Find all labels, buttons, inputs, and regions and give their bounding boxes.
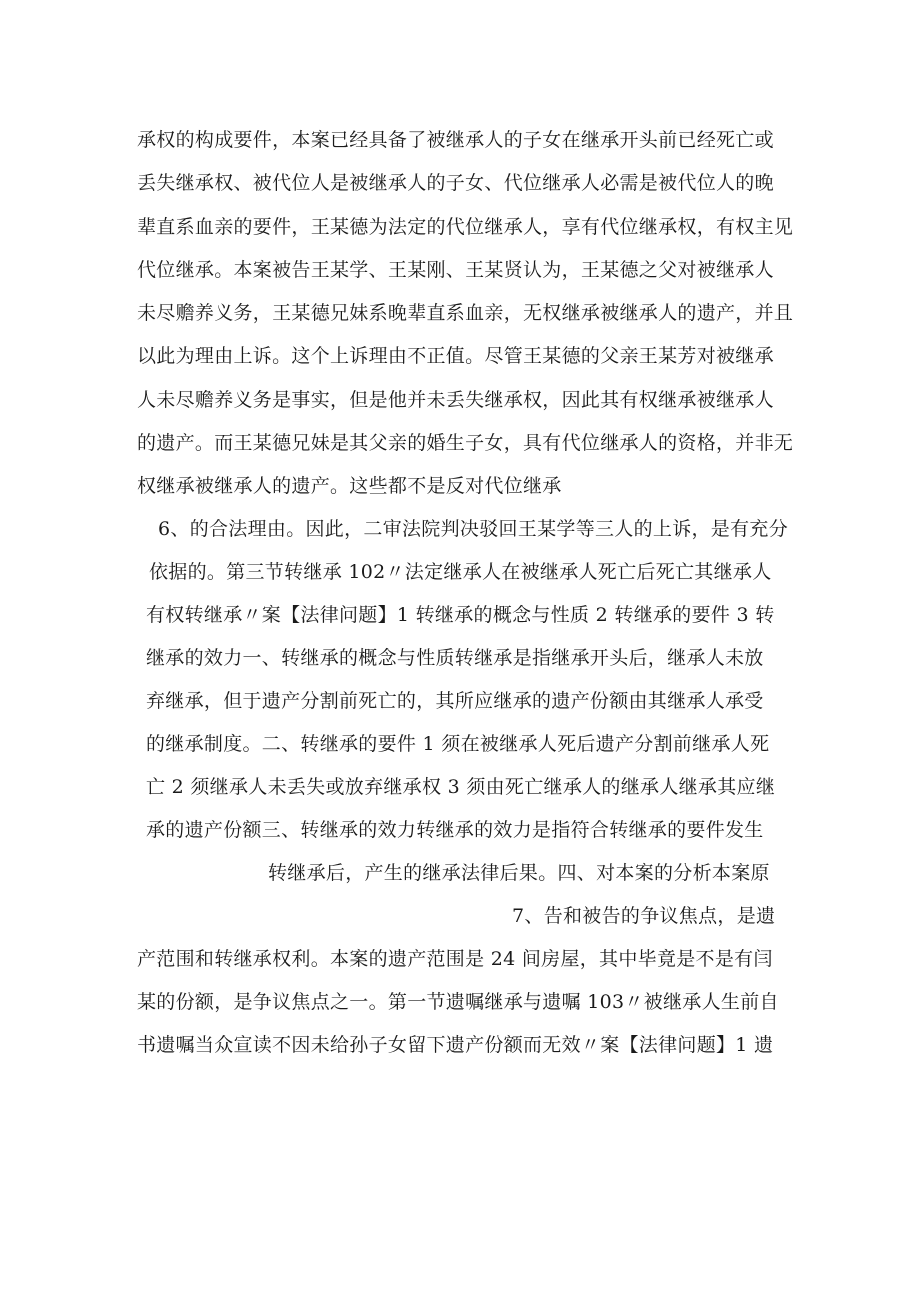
text-line: 未尽赡养义务，王某德兄妹系晚辈直系血亲，无权继承被继承人的遗产，并且 <box>137 302 794 324</box>
text-line: 辈直系血亲的要件，王某德为法定的代位继承人，享有代位继承权，有权主见 <box>137 216 794 238</box>
text-line: 代位继承。本案被告王某学、王某刚、王某贤认为，王某德之父对被继承人 <box>137 259 774 281</box>
text-line: 人未尽赡养义务是事实，但是他并未丢失继承权，因此其有权继承被继承人 <box>137 389 774 411</box>
text-line: 的继承制度。二、转继承的要件 1 须在被继承人死后遗产分割前继承人死 <box>146 733 770 755</box>
text-line: 书遗嘱当众宣读不因未给孙子女留下遗产份额而无效〃案【法律问题】1 遗 <box>137 1034 774 1056</box>
text-line: 产范围和转继承权利。本案的遗产范围是 24 间房屋，其中毕竟是不是有闫 <box>137 948 773 970</box>
text-line: 亡 2 须继承人未丢失或放弃继承权 3 须由死亡继承人的继承人继承其应继 <box>146 776 776 798</box>
text-line: 某的份额，是争议焦点之一。第一节遗嘱继承与遗嘱 103〃被继承人生前自 <box>137 991 779 1013</box>
text-line: 继承的效力一、转继承的概念与性质转继承是指继承开头后，继承人未放 <box>146 647 764 669</box>
text-line: 权继承被继承人的遗产。这些都不是反对代位继承 <box>137 475 562 497</box>
text-line: 承权的构成要件，本案已经具备了被继承人的子女在继承开头前已经死亡或 <box>137 129 774 151</box>
text-line: 6、的合法理由。因此，二审法院判决驳回王某学等三人的上诉，是有充分 <box>158 518 788 540</box>
text-line: 7、告和被告的争议焦点，是遗 <box>512 905 776 927</box>
text-line: 的遗产。而王某德兄妹是其父亲的婚生子女，具有代位继承人的资格，并非无 <box>137 432 794 454</box>
text-line: 转继承后，产生的继承法律后果。四、对本案的分析本案原 <box>268 862 770 884</box>
text-line: 有权转继承〃案【法律问题】1 转继承的概念与性质 2 转继承的要件 3 转 <box>146 604 775 626</box>
text-line: 以此为理由上诉。这个上诉理由不正值。尽管王某德的父亲王某芳对被继承 <box>137 345 774 367</box>
text-line: 承的遗产份额三、转继承的效力转继承的效力是指符合转继承的要件发生 <box>146 819 764 841</box>
text-line: 弃继承，但于遗产分割前死亡的，其所应继承的遗产份额由其继承人承受 <box>146 690 764 712</box>
text-line: 丢失继承权、被代位人是被继承人的子女、代位继承人必需是被代位人的晚 <box>137 172 774 194</box>
text-line: 依据的。第三节转继承 102〃法定继承人在被继承人死亡后死亡其继承人 <box>149 561 772 583</box>
